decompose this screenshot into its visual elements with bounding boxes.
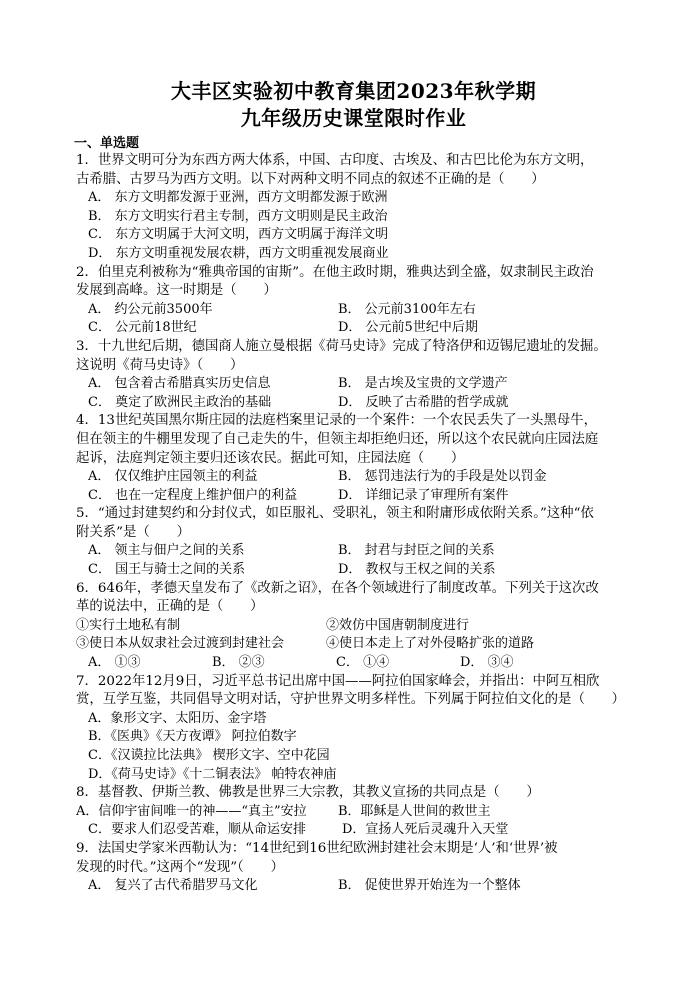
option: A．信仰宇宙间唯一的神——“真主”安拉	[76, 803, 307, 819]
page-title: 大丰区实验初中教育集团2023年秋学期	[170, 79, 537, 103]
option: C． 公元前18世纪	[88, 320, 197, 336]
question-3	[76, 338, 631, 412]
option: A． 东方文明都发源于亚洲，西方文明都发源于欧洲	[88, 190, 388, 206]
question-7	[76, 673, 631, 785]
option: D．《荷马史诗》《十二铜表法》 帕特农神庙	[88, 766, 337, 782]
option: D． 详细记录了审理所有案件	[338, 487, 509, 503]
question-1	[76, 152, 631, 264]
question-stem-line: 赏，互学互鉴，共同倡导文明对话，守护世界文明多样性。下列属于阿拉伯文化的是（ ）	[76, 692, 626, 708]
option: B． 东方文明实行君主专制，西方文明则是民主政治	[88, 208, 388, 224]
question-8	[76, 784, 631, 840]
option: D． 教权与王权之间的关系	[338, 562, 496, 578]
option-row	[76, 803, 631, 822]
option: A． ①③	[88, 655, 141, 671]
question-2	[76, 264, 631, 338]
option: C． ①④	[336, 655, 390, 671]
option: A． 仅仅维护庄园领主的利益	[88, 469, 258, 485]
statement-row	[76, 635, 631, 654]
question-stem-line: 8．基督教、伊斯兰教、佛教是世界三大宗教，其教义宣扬的共同点是（ ）	[76, 785, 540, 801]
page-subtitle: 九年级历史课堂限时作业	[240, 106, 467, 130]
question-stem-line: 发现的时代。”这两个“发现”（ ）	[76, 859, 284, 875]
question-stem-line: 4．13世纪英国黑尔斯庄园的法庭档案里记录的一个案件：一个农民丢失了一头黑母牛，	[76, 413, 598, 429]
question-stem-line: 起诉，法庭判定领主要归还该农民。据此可知，庄园法庭（ ）	[76, 450, 465, 466]
option-row	[76, 301, 631, 320]
question-stem-line: 7．2022年12月9日，习近平总书记出席中国——阿拉伯国家峰会，并指出：中阿互相欣	[76, 673, 600, 689]
question-stem-line: 发展到高峰。这一时期是（ ）	[76, 283, 277, 299]
statement: ④使日本走上了对外侵略扩张的道路	[326, 636, 535, 652]
option: A． 包含着古希腊真实历史信息	[88, 376, 271, 392]
option-row	[76, 319, 631, 338]
statement: ①实行土地私有制	[76, 617, 181, 633]
question-stem-line: 这说明《荷马史诗》（ ）	[76, 357, 244, 373]
question-stem-line: 2．伯里克利被称为“雅典帝国的宙斯”。在他主政时期，雅典达到全盛，奴隶制民主政治	[76, 264, 594, 280]
option: B． 公元前3100年左右	[338, 301, 476, 317]
option: D． 公元前5世纪中后期	[338, 320, 478, 336]
option: C．《汉谟拉比法典》 楔形文字、空中花园	[88, 748, 330, 763]
option-row	[76, 654, 631, 673]
option: C．要求人们忍受苦难，顺从命运安排	[88, 822, 306, 838]
question-6	[76, 580, 631, 673]
option: D．宣扬人死后灵魂升入天堂	[342, 822, 509, 838]
statement: ②效仿中国唐朝制度进行	[326, 617, 470, 633]
option-row	[76, 468, 631, 487]
option: D． 反映了古希腊的哲学成就	[338, 394, 509, 410]
option-row	[76, 394, 631, 413]
question-stem-line: 附关系”是（ ）	[76, 524, 190, 540]
option: A．象形文字、太阳历、金字塔	[88, 710, 267, 726]
statement-row	[76, 617, 631, 636]
question-stem-line: 1．世界文明可分为东西方两大体系，中国、古印度、古埃及、和古巴比伦为东方文明，	[76, 153, 594, 168]
question-5	[76, 505, 631, 579]
question-stem-line: 6．646年，孝德天皇发布了《改新之诏》，在各个领域进行了制度改革。下列关于这次改	[76, 580, 599, 596]
option: A． 约公元前3500年	[88, 301, 213, 317]
option: A． 复兴了古代希腊罗马文化	[88, 878, 258, 894]
option: B．《医典》《天方夜谭》 阿拉伯数字	[88, 729, 297, 745]
section-heading: 一、单选题	[74, 136, 140, 151]
question-9	[76, 840, 631, 896]
option-row	[76, 821, 631, 840]
option: C． 奠定了欧洲民主政治的基础	[88, 394, 272, 410]
option: D． ③④	[460, 655, 514, 671]
question-stem-line: 9．法国史学家米西勒认为：“14世纪到16世纪欧洲封建社会末期是‘人’和‘世界’被	[76, 840, 558, 856]
option-row	[76, 877, 631, 896]
option-row	[76, 375, 631, 394]
question-stem-line: 5．“通过封建契约和分封仪式，如臣服礼、受职礼，领主和附庸形成依附关系。”这种“依	[76, 506, 594, 522]
option: B． 是古埃及宝贵的文学遗产	[338, 376, 508, 392]
option: B． 促使世界开始连为一个整体	[338, 878, 521, 894]
statement: ③使日本从奴隶社会过渡到封建社会	[76, 636, 285, 652]
option-row	[76, 542, 631, 561]
option: B． 封君与封臣之间的关系	[338, 543, 495, 559]
option: A． 领主与佃户之间的关系	[88, 543, 245, 559]
option: B．耶稣是人世间的救世主	[338, 803, 491, 819]
option: C． 也在一定程度上维护佃户的利益	[88, 487, 298, 503]
option-row	[76, 561, 631, 580]
question-stem-line: 革的说法中，正确的是（ ）	[76, 599, 264, 615]
option: C． 国王与骑士之间的关系	[88, 562, 246, 578]
question-stem-line: 古希腊、古罗马为西方文明。以下对两种文明不同点的叙述不正确的是（ ）	[76, 171, 545, 187]
question-stem-line: 3．十九世纪后期，德国商人施立曼根据《荷马史诗》完成了特洛伊和迈锡尼遗址的发掘。	[76, 338, 607, 354]
option-row	[76, 487, 631, 506]
option: D． 东方文明重视发展农耕，西方文明重视发展商业	[88, 245, 389, 261]
option: B． 惩罚违法行为的手段是处以罚金	[338, 469, 547, 485]
question-4	[76, 412, 631, 505]
option: C． 东方文明属于大河文明，西方文明属于海洋文明	[88, 227, 389, 243]
question-stem-line: 但在领主的牛棚里发现了自己走失的牛，但领主却拒绝归还，所以这个农民就向庄园法庭	[76, 431, 599, 447]
option: B． ②③	[212, 655, 265, 671]
